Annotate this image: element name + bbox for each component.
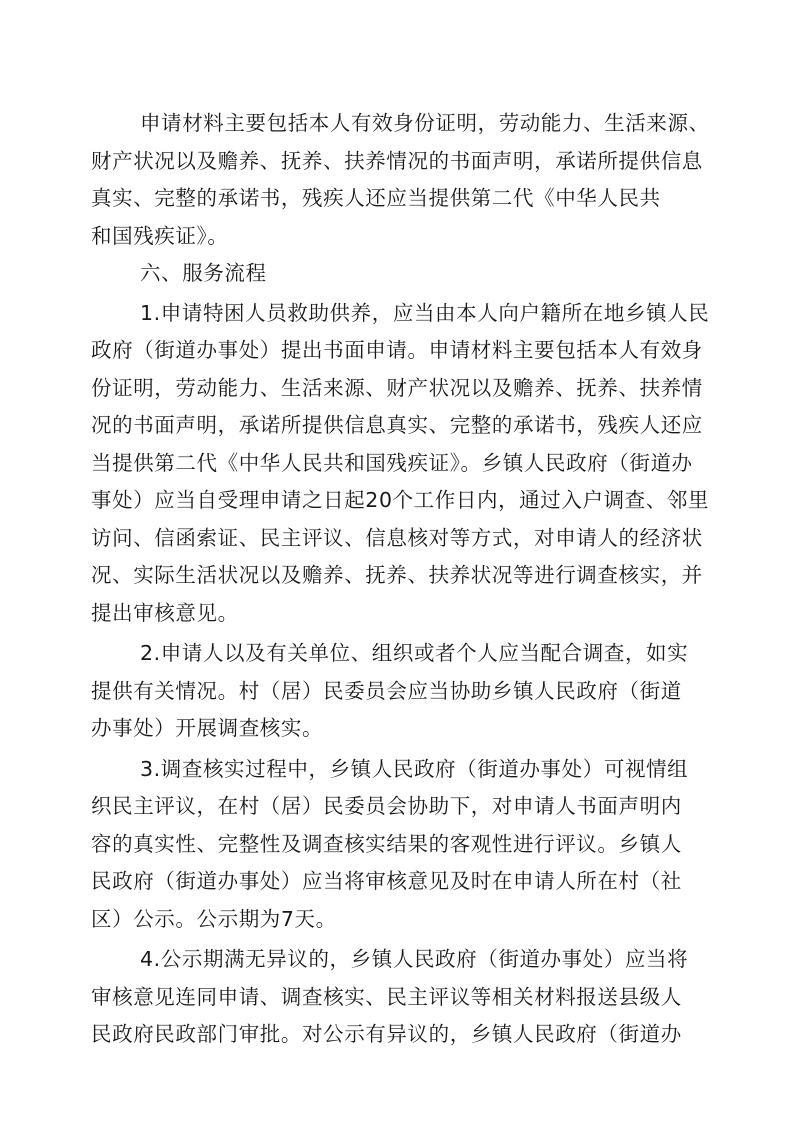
text-line: 4.公示期满无异议的，乡镇人民政府（街道办事处）应当将 (140, 947, 689, 971)
section-heading: 六、服务流程 (140, 261, 267, 285)
paragraph-step-3 (91, 754, 703, 942)
text-line: 提出审核意见。 (91, 600, 239, 625)
text-line: 申请材料主要包括本人有效身份证明，劳动能力、生活来源、 (140, 111, 710, 135)
text-line: 办事处）开展调查核实。 (91, 716, 324, 740)
text-line: 1.申请特困人员救助供养，应当由本人向户籍所在地乡镇人民 (140, 300, 710, 325)
text-line: 政府（街道办事处）提出书面申请。申请材料主要包括本人有效身 (91, 338, 703, 362)
text-line: 况、实际生活状况以及赡养、抚养、扶养状况等进行调查核实，并 (91, 563, 703, 587)
document-page (91, 108, 710, 1057)
text-line: 况的书面声明，承诺所提供信息真实、完整的承诺书，残疾人还应 (91, 413, 703, 437)
text-line: 容的真实性、完整性及调查核实结果的客观性进行评议。乡镇人 (91, 831, 682, 856)
paragraph-step-2 (91, 638, 703, 751)
paragraph-application-materials (91, 108, 710, 258)
text-line: 民政府（街道办事处）应当将审核意见及时在申请人所在村（社 (91, 869, 682, 893)
text-line: 区）公示。公示期为7天。 (91, 906, 337, 931)
text-line: 财产状况以及赡养、抚养、扶养情况的书面声明，承诺所提供信息 (91, 148, 703, 173)
text-line: 3.调查核实过程中，乡镇人民政府（街道办事处）可视情组 (140, 756, 689, 781)
paragraph-step-1 (91, 298, 710, 636)
paragraph-step-4 (91, 944, 703, 1057)
text-line: 提供有关情况。村（居）民委员会应当协助乡镇人民政府（街道 (91, 678, 682, 703)
text-line: 织民主评议，在村（居）民委员会协助下，对申请人书面声明内 (91, 794, 682, 818)
text-line: 事处）应当自受理申请之日起20个工作日内，通过入户调查、邻里 (91, 488, 710, 512)
text-line: 审核意见连同申请、调查核实、民主评议等相关材料报送县级人 (91, 984, 682, 1009)
text-line: 访问、信函索证、民主评议、信息核对等方式，对申请人的经济状 (91, 525, 703, 550)
text-line: 份证明，劳动能力、生活来源、财产状况以及赡养、抚养、扶养情 (91, 375, 703, 400)
text-line: 当提供第二代《中华人民共和国残疾证》。乡镇人民政府（街道办 (91, 450, 693, 475)
section-heading-service-process (91, 258, 703, 296)
text-line: 真实、完整的承诺书，残疾人还应当提供第二代《中华人民共 (91, 186, 661, 210)
text-line: 民政府民政部门审批。对公示有异议的，乡镇人民政府（街道办 (91, 1022, 682, 1046)
text-line: 和国残疾证》。 (91, 223, 229, 248)
text-line: 2.申请人以及有关单位、组织或者个人应当配合调查，如实 (140, 641, 689, 665)
